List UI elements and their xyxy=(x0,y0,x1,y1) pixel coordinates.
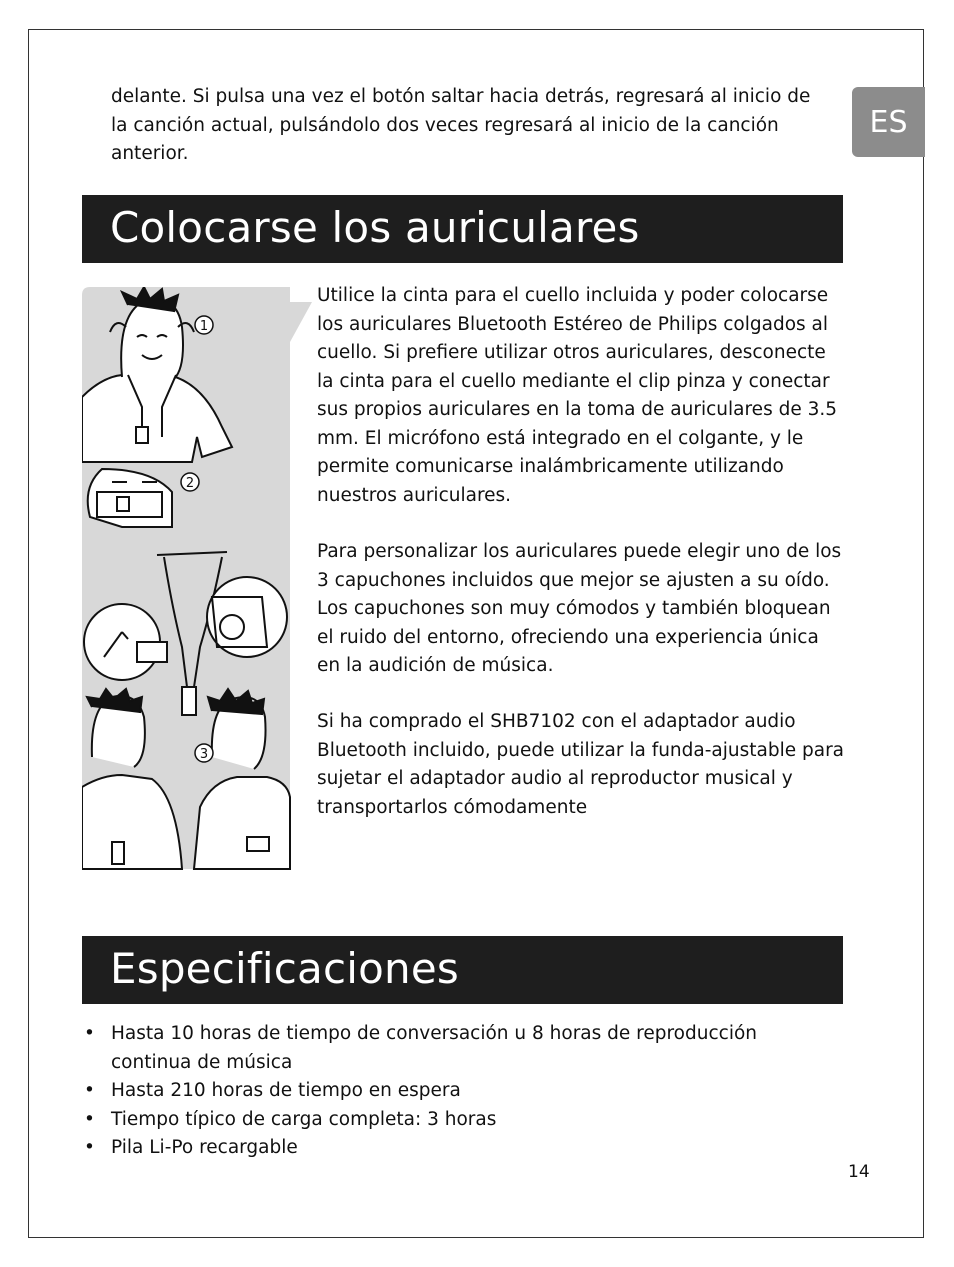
bullet-icon: • xyxy=(84,1023,95,1044)
bullet-icon: • xyxy=(84,1137,95,1158)
spec-text: Pila Li-Po recargable xyxy=(111,1137,298,1158)
section-header-colocarse xyxy=(82,195,843,263)
language-tab xyxy=(852,87,925,157)
spec-text: Tiempo típico de carga completa: 3 horas xyxy=(111,1108,497,1130)
intro-paragraph: delante. Si pulsa una vez el botón saltar hacia detrás, regresará al inicio de la canción actual, pulsándolo dos veces regresará al inicio de la canción anterior. xyxy=(111,86,811,164)
paragraph-neck-strap: Utilice la cinta para el cuello incluida y poder colocarse los auriculares Bluetooth Estéreo de Philips colgados al cuello. Si prefiere utilizar otros auriculares, desconecte la cinta para el cuello mediante el clip pinza y conectar sus propios auriculares en la toma de auriculares de 3.5 mm. El micrófono está integrado en el colgante, y le permite comunicarse inalámbricamente utilizando nuestros auriculares. xyxy=(317,285,838,506)
paragraph-adapter: Si ha comprado el SHB7102 con el adaptador audio Bluetooth incluido, puede utilizar la funda-ajustable para sujetar el adaptador audio al reproductor musical y transportarlos cómodamente xyxy=(317,711,845,818)
specifications-list xyxy=(82,1020,822,1163)
language-tab-label: ES xyxy=(869,104,908,140)
spec-text: Hasta 210 horas de tiempo en espera xyxy=(111,1080,461,1101)
step-label-2: 2 xyxy=(185,476,195,491)
list-item xyxy=(82,1077,822,1106)
page-number: 14 xyxy=(848,1162,870,1182)
paragraph-ear-caps: Para personalizar los auriculares puede elegir uno de los 3 capuchones incluidos que mejor se ajusten a su oído. Los capuchones son muy cómodos y también bloquean el ruido del entorno, ofreciendo una experiencia única en la audición de música. xyxy=(317,541,842,676)
headphone-usage-illustration xyxy=(82,287,312,877)
list-item xyxy=(82,1106,822,1135)
section-header-especificaciones xyxy=(82,936,843,1004)
spec-text: Hasta 10 horas de tiempo de conversación u 8 horas de reproducción continua de música xyxy=(111,1023,758,1073)
bullet-icon: • xyxy=(84,1108,95,1130)
list-item xyxy=(82,1020,822,1077)
bullet-icon: • xyxy=(84,1080,95,1101)
step-label-1: 1 xyxy=(199,319,209,334)
section-title: Colocarse los auriculares xyxy=(110,203,640,252)
list-item xyxy=(82,1134,822,1163)
step-label-3: 3 xyxy=(199,747,209,762)
section-title: Especificaciones xyxy=(110,944,459,993)
